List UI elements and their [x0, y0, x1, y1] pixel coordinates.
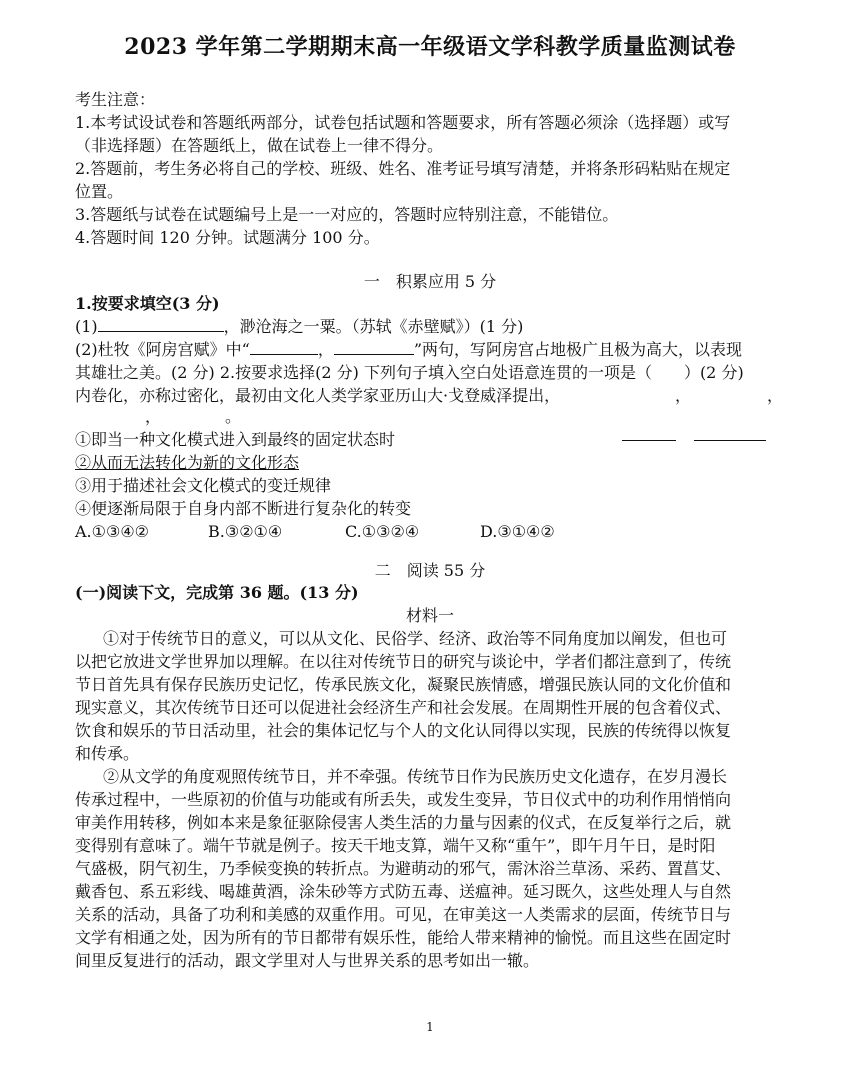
- paragraph-2-line: 审美作用转移，例如本来是象征驱除侵害人类生活的力量与因素的仪式，在反复举行之后，就: [75, 813, 732, 832]
- material-title: 材料一: [405, 606, 454, 625]
- q1-2-text-a: (2)杜牧《阿房宫赋》中“: [75, 340, 250, 359]
- paragraph-2-line: 变得别有意味了。端午节就是例子。按天干地支算，端午又称“重午”，即午月午日，是时阳: [75, 836, 716, 855]
- option-2: ②从而无法转化为新的文化形态: [75, 453, 300, 472]
- exam-title: 2023 学年第二学期期末高一年级语文学科教学质量监测试卷: [124, 34, 736, 60]
- notice-line: 1.本考试设试卷和答题纸两部分，试卷包括试题和答题要求，所有答题必须涂（选择题）或写: [75, 113, 731, 132]
- notice-line: （非选择题）在答题纸上，做在试卷上一律不得分。: [75, 136, 444, 155]
- answer-blank: [250, 353, 318, 355]
- q2-comma: ，: [767, 386, 784, 405]
- answer-blank: [98, 330, 224, 332]
- paragraph-1-line: 现实意义，其次传统节日还可以促进社会经济生产和社会发展。在周期性开展的包含着仪式、: [75, 698, 732, 717]
- q1-2-text-c: ”两句，写阿房宫占地极广且极为高大，以表现: [413, 340, 743, 359]
- paragraph-1-line: 以把它放进文学世界加以理解。在以往对传统节日的研究与谈论中，学者们都注意到了，传统: [75, 652, 732, 671]
- question-1-1: [75, 315, 785, 338]
- q2-comma: ，: [145, 407, 162, 426]
- paragraph-2-line: 气盛极，阴气初生，乃季候变换的转折点。为避萌动的邪气，需沐浴兰草汤、采药、置菖艾、: [75, 859, 732, 878]
- answer-blank: [622, 440, 676, 441]
- choice-d: D.③①④②: [480, 522, 555, 541]
- notice-line: 2.答题前，考生务必将自己的学校、班级、姓名、准考证号填写清楚，并将条形码粘贴在规定: [75, 159, 731, 178]
- q1-1-prefix: (1): [75, 317, 98, 336]
- paragraph-1-line: ①对于传统节日的意义，可以从文化、民俗学、经济、政治等不同角度加以阐发，但也可: [103, 629, 728, 648]
- choice-a: A.①③④②: [75, 522, 150, 541]
- question-1-2: [75, 338, 785, 361]
- q2-period: 。: [225, 407, 242, 426]
- q1-1-suffix: ，渺沧海之一粟。（苏轼《赤壁赋》）(1 分): [223, 317, 524, 336]
- notice-line: 3.答题纸与试卷在试题编号上是一一对应的，答题时应特别注意，不能错位。: [75, 205, 619, 224]
- choice-c: C.①③②④: [345, 522, 420, 541]
- question-2-passage: [75, 384, 785, 407]
- option-4: ④便逐渐局限于自身内部不断进行复杂化的转变: [75, 499, 412, 518]
- option-1: ①即当一种文化模式进入到最终的固定状态时: [75, 430, 396, 449]
- section-heading-reading: 二 阅读 55 分: [374, 561, 486, 580]
- paragraph-1-line: 节日首先具有保存民族历史记忆，传承民族文化，凝聚民族情感，增强民族认同的文化价值和: [75, 675, 732, 694]
- choice-b: B.③②①④: [208, 522, 283, 541]
- q2-comma: ，: [675, 386, 692, 405]
- paragraph-2-line: ②从文学的角度观照传统节日，并不牵强。传统节日作为民族历史文化遗存，在岁月漫长: [103, 767, 728, 786]
- paragraph-2-line: 戴香包、系五彩线、喝雄黄酒，涂朱砂等方式防五毒、送瘟神。延习既久，这些处理人与自然: [75, 882, 732, 901]
- page-number: 1: [426, 1020, 434, 1034]
- answer-blank: [334, 353, 414, 355]
- paragraph-2-line: 文学有相通之处，因为所有的节日都带有娱乐性，能给人带来精神的愉悦。而且这些在固定时: [75, 928, 732, 947]
- question-1-2-cont: 其雄壮之美。(2 分) 2.按要求选择(2 分) 下列句子填入空白处语意连贯的一项是（ ）(2 分): [75, 363, 744, 382]
- paragraph-2-line: 关系的活动，具备了功利和美感的双重作用。可见，在审美这一人类需求的层面，传统节日与: [75, 905, 732, 924]
- notice-heading: 考生注意：: [75, 90, 156, 109]
- paragraph-1-line: 和传承。: [75, 744, 140, 763]
- answer-blank: [694, 440, 766, 441]
- question-1-title: 1.按要求填空(3 分): [75, 294, 220, 313]
- q2-passage-text: 内卷化，亦称过密化，最初由文化人类学家亚历山大·戈登威泽提出，: [75, 386, 561, 405]
- option-3: ③用于描述社会文化模式的变迁规律: [75, 476, 332, 495]
- q1-2-text-b: ，: [317, 340, 334, 359]
- paragraph-2-line: 传承过程中，一些原初的价值与功能或有所丢失，或发生变异，节日仪式中的功利作用悄悄向: [75, 790, 732, 809]
- reading-part-1-title: (一)阅读下文，完成第 36 题。(13 分): [75, 583, 359, 602]
- notice-line: 位置。: [75, 182, 124, 201]
- notice-line: 4.答题时间 120 分钟。试题满分 100 分。: [75, 228, 380, 247]
- paragraph-1-line: 饮食和娱乐的节日活动里，社会的集体记忆与个人的文化认同得以实现，民族的传统得以恢复: [75, 721, 732, 740]
- paragraph-2-line: 间里反复进行的活动，跟文学里对人与世界关系的思考如出一辙。: [75, 951, 540, 970]
- section-heading-accumulation: 一 积累应用 5 分: [363, 272, 497, 291]
